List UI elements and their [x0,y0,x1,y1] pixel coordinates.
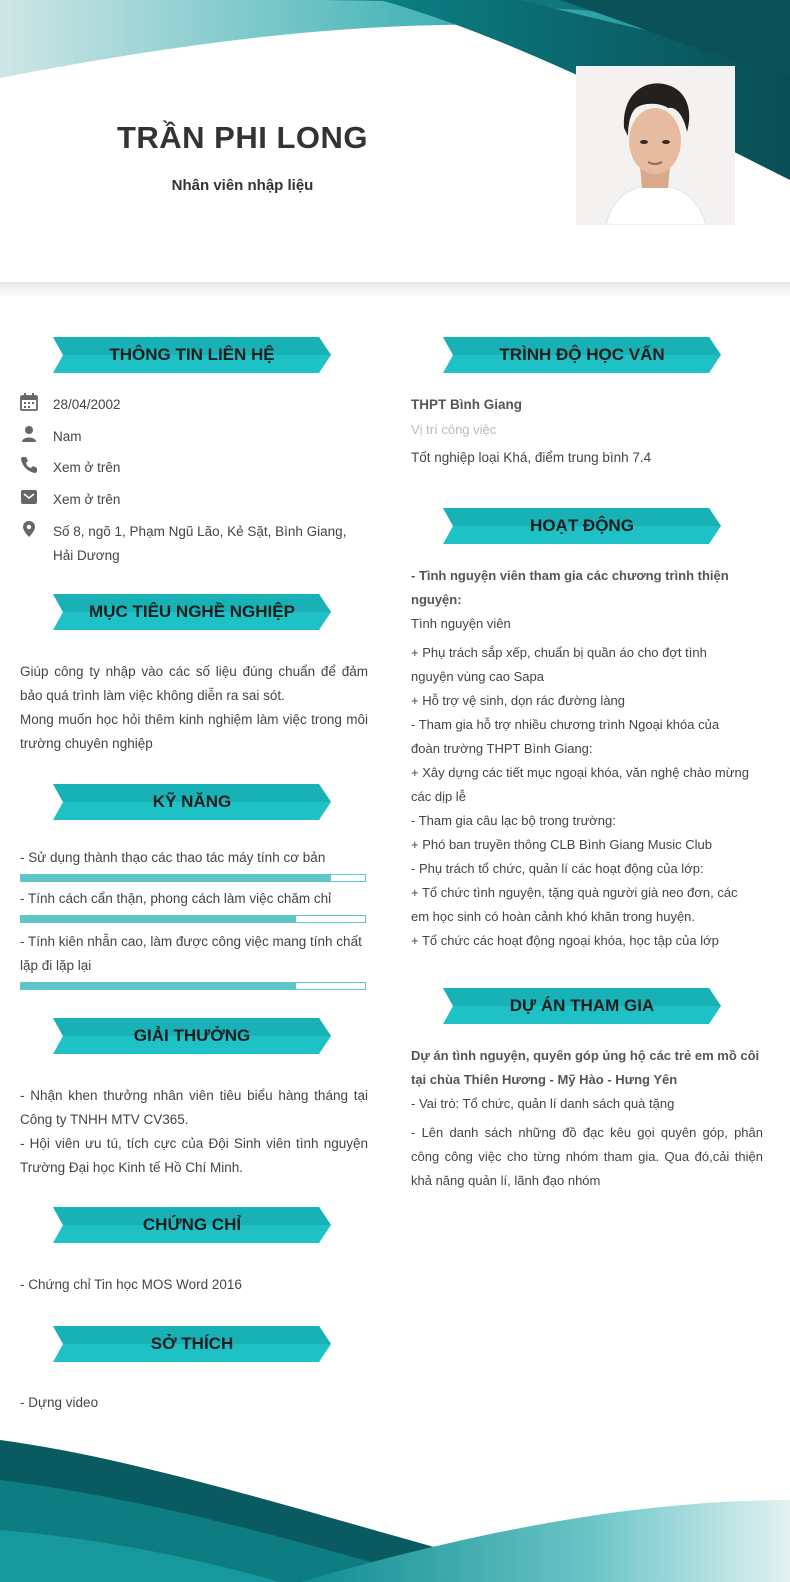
hobby-text: - Dựng video [20,1395,99,1410]
project-role: - Vai trò: Tổ chức, quản lí danh sách quà tặng [411,1096,675,1111]
section-header-objective [53,594,331,630]
activity-line: + Tổ chức tình nguyện, tặng quà người già neo đơn, các em học sinh có hoàn cảnh khó khăn trong huyện. [411,885,738,924]
section-header-hobbies [53,1326,331,1362]
skill-label: - Tính cách cẩn thận, phong cách làm việc chăm chỉ [20,891,332,906]
section-header-projects [443,988,721,1024]
activity-line: + Xây dựng các tiết mục ngoại khóa, văn nghệ chào mừng các dịp lễ [411,765,749,804]
activity-role: Tình nguyện viên [411,616,511,631]
activity-line: - Phụ trách tổ chức, quản lí các hoạt động của lớp: [411,861,704,876]
skill-level-bar [20,874,366,882]
skill-level-fill [21,983,296,989]
candidate-position: Nhân viên nhập liệu [171,177,314,194]
certificate-text: - Chứng chỉ Tin học MOS Word 2016 [20,1277,242,1292]
activities-text [411,564,749,953]
award-line: - Hội viên ưu tú, tích cực của Đội Sinh viên tình nguyện Trường Đại học Kinh tế Hồ Chí Minh. [20,1136,368,1175]
activity-heading: - Tình nguyện viên tham gia các chương trình thiện nguyện: [411,568,729,607]
section-title: SỞ THÍCH [150,1334,234,1353]
objective-line: Giúp công ty nhập vào các số liệu đúng chuẩn để đảm bảo quá trình làm việc không diễn ra sai sót. [20,664,368,703]
activity-line: - Tham gia câu lạc bộ trong trường: [411,813,616,828]
candidate-name: TRẦN PHI LONG [116,120,369,155]
activity-line: + Phó ban truyền thông CLB Bình Giang Music Club [411,837,712,852]
contact-email: Xem ở trên [53,492,121,507]
section-title: KỸ NĂNG [152,792,232,811]
education-detail: Tốt nghiệp loại Khá, điểm trung bình 7.4 [411,450,652,465]
profile-photo [576,66,735,225]
award-line: - Nhận khen thưởng nhân viên tiêu biểu hàng tháng tại Công ty TNHH MTV CV365. [20,1088,368,1127]
activity-line: + Phụ trách sắp xếp, chuẩn bị quần áo cho đợt tình nguyện vùng cao Sapa [411,645,707,684]
contact-address: Số 8, ngõ 1, Phạm Ngũ Lão, Kẻ Sặt, Bình Giang, Hải Dương [53,524,347,563]
section-title: CHỨNG CHỈ [142,1215,242,1234]
education-school: THPT Bình Giang [411,397,522,412]
section-header-awards [53,1018,331,1054]
section-header-skills [53,784,331,820]
skill-label: - Tính kiên nhẫn cao, làm được công việc mang tính chất lặp đi lặp lại [20,934,362,973]
activity-line: + Hỗ trợ vệ sinh, dọn rác đường làng [411,693,626,708]
activity-line: - Tham gia hỗ trợ nhiều chương trình Ngoại khóa của đoàn trường THPT Bình Giang: [411,717,720,756]
phone-icon [20,456,38,474]
contact-gender: Nam [53,429,82,444]
calendar-icon [20,393,38,411]
project-detail: - Lên danh sách những đồ đạc kêu gọi quyên góp, phân công công việc cho từng nhóm tham gia. Qua đó,cải thiện khả năng quản lí, lãnh đạo nhóm [411,1125,763,1188]
objective-text [20,660,368,756]
awards-text [20,1084,368,1180]
user-icon [20,425,38,443]
projects-text [411,1044,763,1193]
skill-level-fill [21,916,296,922]
section-header-contact [53,337,331,373]
skill-level-bar [20,982,366,990]
location-icon [20,520,38,538]
section-header-activities [443,508,721,544]
skill-level-bar [20,915,366,923]
project-heading: Dự án tình nguyện, quyên góp ủng hộ các trẻ em mồ côi tại chùa Thiên Hương - Mỹ Hào - Hưng Yên [411,1048,760,1087]
section-title: TRÌNH ĐỘ HỌC VẤN [499,345,665,364]
activity-line: + Tổ chức các hoạt động ngoại khóa, học tập của lớp [411,933,719,948]
section-title: HOẠT ĐỘNG [530,516,634,535]
email-icon [20,488,38,506]
section-title: GIẢI THƯỞNG [133,1026,251,1045]
section-title: MỤC TIÊU NGHỀ NGHIỆP [89,602,295,621]
footer-wave-decoration [0,1440,790,1582]
section-title: THÔNG TIN LIÊN HỆ [109,345,275,364]
contact-phone: Xem ở trên [53,460,121,475]
section-header-education [443,337,721,373]
objective-line: Mong muốn học hỏi thêm kinh nghiệm làm việc trong môi trường chuyên nghiệp [20,712,368,751]
skill-level-fill [21,875,331,881]
education-position-placeholder: Vị trí công việc [411,422,497,437]
section-header-certificates [53,1207,331,1243]
header-shadow [0,282,790,298]
section-title: DỰ ÁN THAM GIA [509,996,655,1015]
skill-label: - Sử dụng thành thạo các thao tác máy tính cơ bản [20,850,326,865]
contact-birthdate: 28/04/2002 [53,397,121,412]
